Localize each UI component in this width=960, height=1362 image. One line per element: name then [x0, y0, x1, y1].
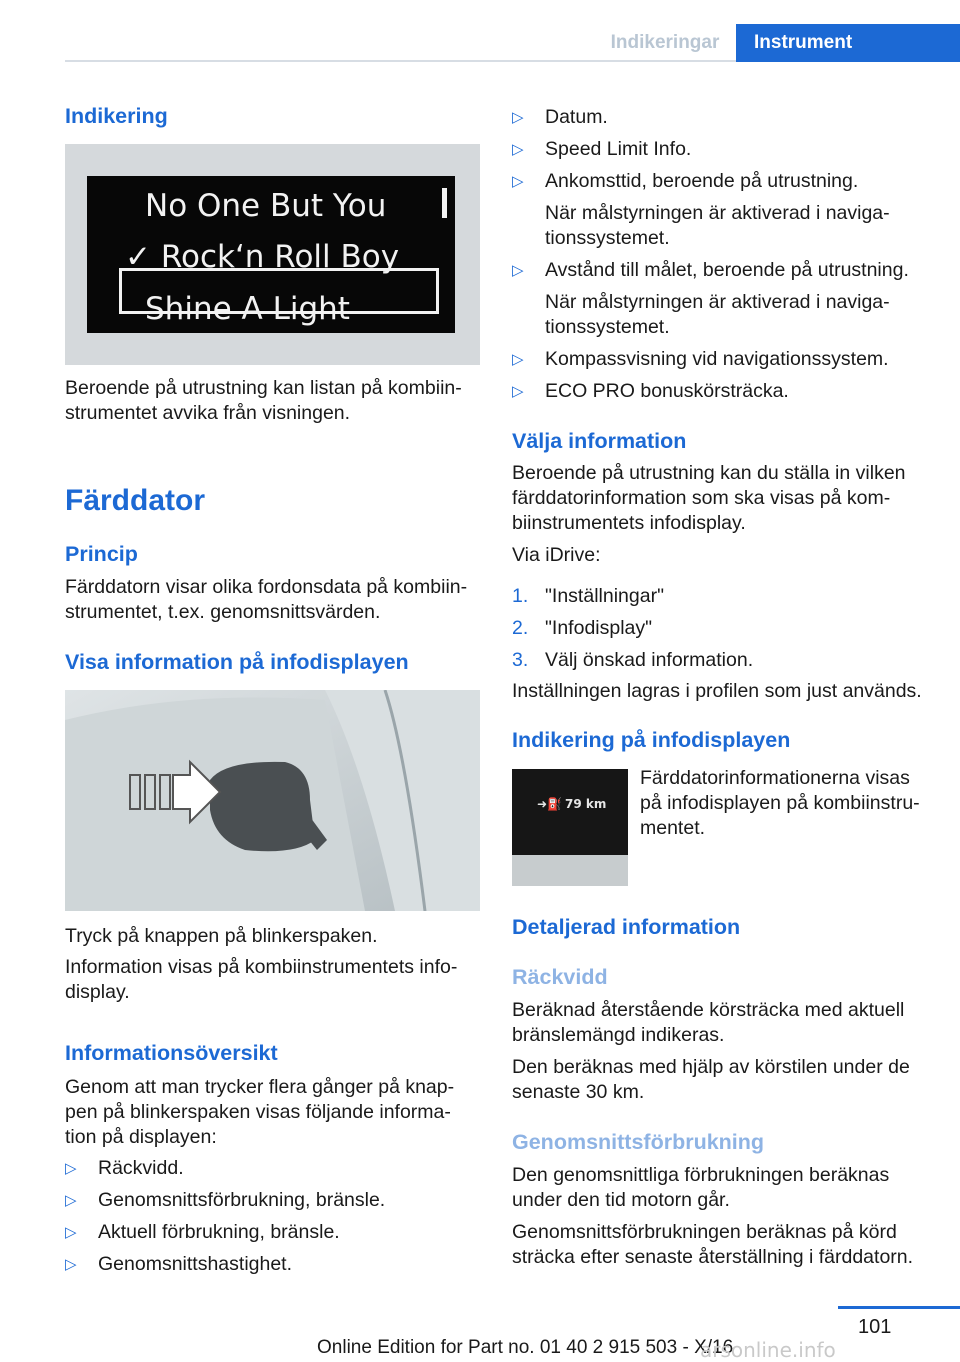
- genom-text-2: under den tid motorn går.: [512, 1189, 730, 1211]
- triangle-bullet-icon: ▷: [512, 173, 524, 190]
- sub-text: När målstyrningen är aktiverad i naviga-: [545, 202, 890, 224]
- section-title-rackvidd: Räckvidd: [512, 965, 608, 989]
- genom-text-1: Den genomsnittliga förbrukningen beräknas: [512, 1164, 890, 1186]
- indik-text-1: Färddatorinformationerna visas: [640, 767, 910, 789]
- indikering-text-2: strumentet avvika från visningen.: [65, 402, 351, 424]
- rackvidd-text-3: Den beräknas med hjälp av körstilen under de: [512, 1056, 910, 1078]
- section-title-visa: Visa information på infodisplayen: [65, 650, 409, 674]
- indik-text-3: mentet.: [640, 817, 706, 839]
- oversikt-text-2: pen på blinkerspaken visas följande informa-: [65, 1101, 451, 1123]
- tab-instrument[interactable]: Instrument: [736, 24, 960, 62]
- edition-text: Online Edition for Part no. 01 40 2 915 503 - X/16: [317, 1337, 734, 1358]
- display-line-2: ✓ Rock‘n Roll Boy: [125, 239, 400, 275]
- display-line-1: No One But You: [145, 188, 387, 224]
- sub-text: tionssystemet.: [545, 316, 670, 338]
- triangle-bullet-icon: ▷: [512, 262, 524, 279]
- sub-text: tionssystemet.: [545, 227, 670, 249]
- info-text-2: display.: [65, 981, 130, 1003]
- display-screen: [87, 176, 455, 333]
- rackvidd-text-2: bränslemängd indikeras.: [512, 1024, 725, 1046]
- section-title-valja: Välja information: [512, 429, 687, 453]
- triangle-bullet-icon: ▷: [512, 141, 524, 158]
- section-title-genomsnitt: Genomsnittsförbrukning: [512, 1130, 765, 1154]
- figure-display-list: [65, 144, 480, 365]
- infodisplay-screen: [512, 769, 628, 855]
- rackvidd-text-4: senaste 30 km.: [512, 1081, 645, 1103]
- sub-text: När målstyrningen är aktiverad i naviga-: [545, 291, 890, 313]
- oversikt-text-1: Genom att man trycker flera gånger på knap-: [65, 1076, 455, 1098]
- genom-text-3: Genomsnittsförbrukningen beräknas på körd: [512, 1221, 897, 1243]
- section-title-detaljerad: Detaljerad information: [512, 915, 741, 939]
- display-line-3: Shine A Light: [145, 291, 350, 327]
- scrollbar-indicator: [442, 188, 447, 218]
- chapter-title-fardator: Färddator: [65, 484, 206, 517]
- triangle-bullet-icon: ▷: [512, 351, 524, 368]
- lagras-text: Inställningen lagras i profilen som just används.: [512, 680, 922, 702]
- valja-text-2: färddatorinformation som ska visas på kom-: [512, 487, 891, 509]
- range-readout: 79 km: [565, 797, 607, 811]
- section-title-oversikt: Informationsöversikt: [65, 1041, 278, 1065]
- valja-text-3: biinstrumentets infodisplay.: [512, 512, 746, 534]
- figure-turn-signal-lever: [65, 690, 480, 911]
- via-idrive-text: Via iDrive:: [512, 544, 601, 566]
- triangle-bullet-icon: ▷: [512, 109, 524, 126]
- turn-signal-illustration: [65, 690, 480, 911]
- triangle-bullet-icon: ▷: [65, 1224, 77, 1241]
- indikering-text-1: Beroende på utrustning kan listan på kombiin-: [65, 377, 462, 399]
- triangle-bullet-icon: ▷: [65, 1160, 77, 1177]
- section-title-indikering-infodisplay: Indikering på infodisplayen: [512, 728, 791, 752]
- triangle-bullet-icon: ▷: [65, 1192, 77, 1209]
- section-title-princip: Princip: [65, 542, 138, 566]
- indik-text-2: på infodisplayen på kombiinstru-: [640, 792, 920, 814]
- triangle-bullet-icon: ▷: [512, 383, 524, 400]
- princip-text-2: strumentet, t.ex. genomsnittsvärden.: [65, 601, 381, 623]
- tryck-text: Tryck på knappen på blinkerspaken.: [65, 925, 378, 947]
- tab-indikeringar[interactable]: Indikeringar: [610, 32, 720, 53]
- section-title-indikering: Indikering: [65, 104, 168, 128]
- page-number: 101: [858, 1316, 892, 1338]
- fuel-range-icon: ➜⛽: [537, 797, 562, 811]
- info-text-1: Information visas på kombiinstrumentets info-: [65, 956, 458, 978]
- genom-text-4: sträcka efter senaste återställning i färddatorn.: [512, 1246, 914, 1268]
- watermark: arsonline.info: [700, 1338, 836, 1362]
- footer-rule: [838, 1306, 960, 1309]
- princip-text-1: Färddatorn visar olika fordonsdata på kombiin-: [65, 576, 468, 598]
- triangle-bullet-icon: ▷: [65, 1256, 77, 1273]
- oversikt-text-3: tion på displayen:: [65, 1126, 217, 1148]
- valja-text-1: Beroende på utrustning kan du ställa in vilken: [512, 462, 906, 484]
- rackvidd-text-1: Beräknad återstående körsträcka med aktuell: [512, 999, 905, 1021]
- figure-infodisplay: [512, 769, 628, 886]
